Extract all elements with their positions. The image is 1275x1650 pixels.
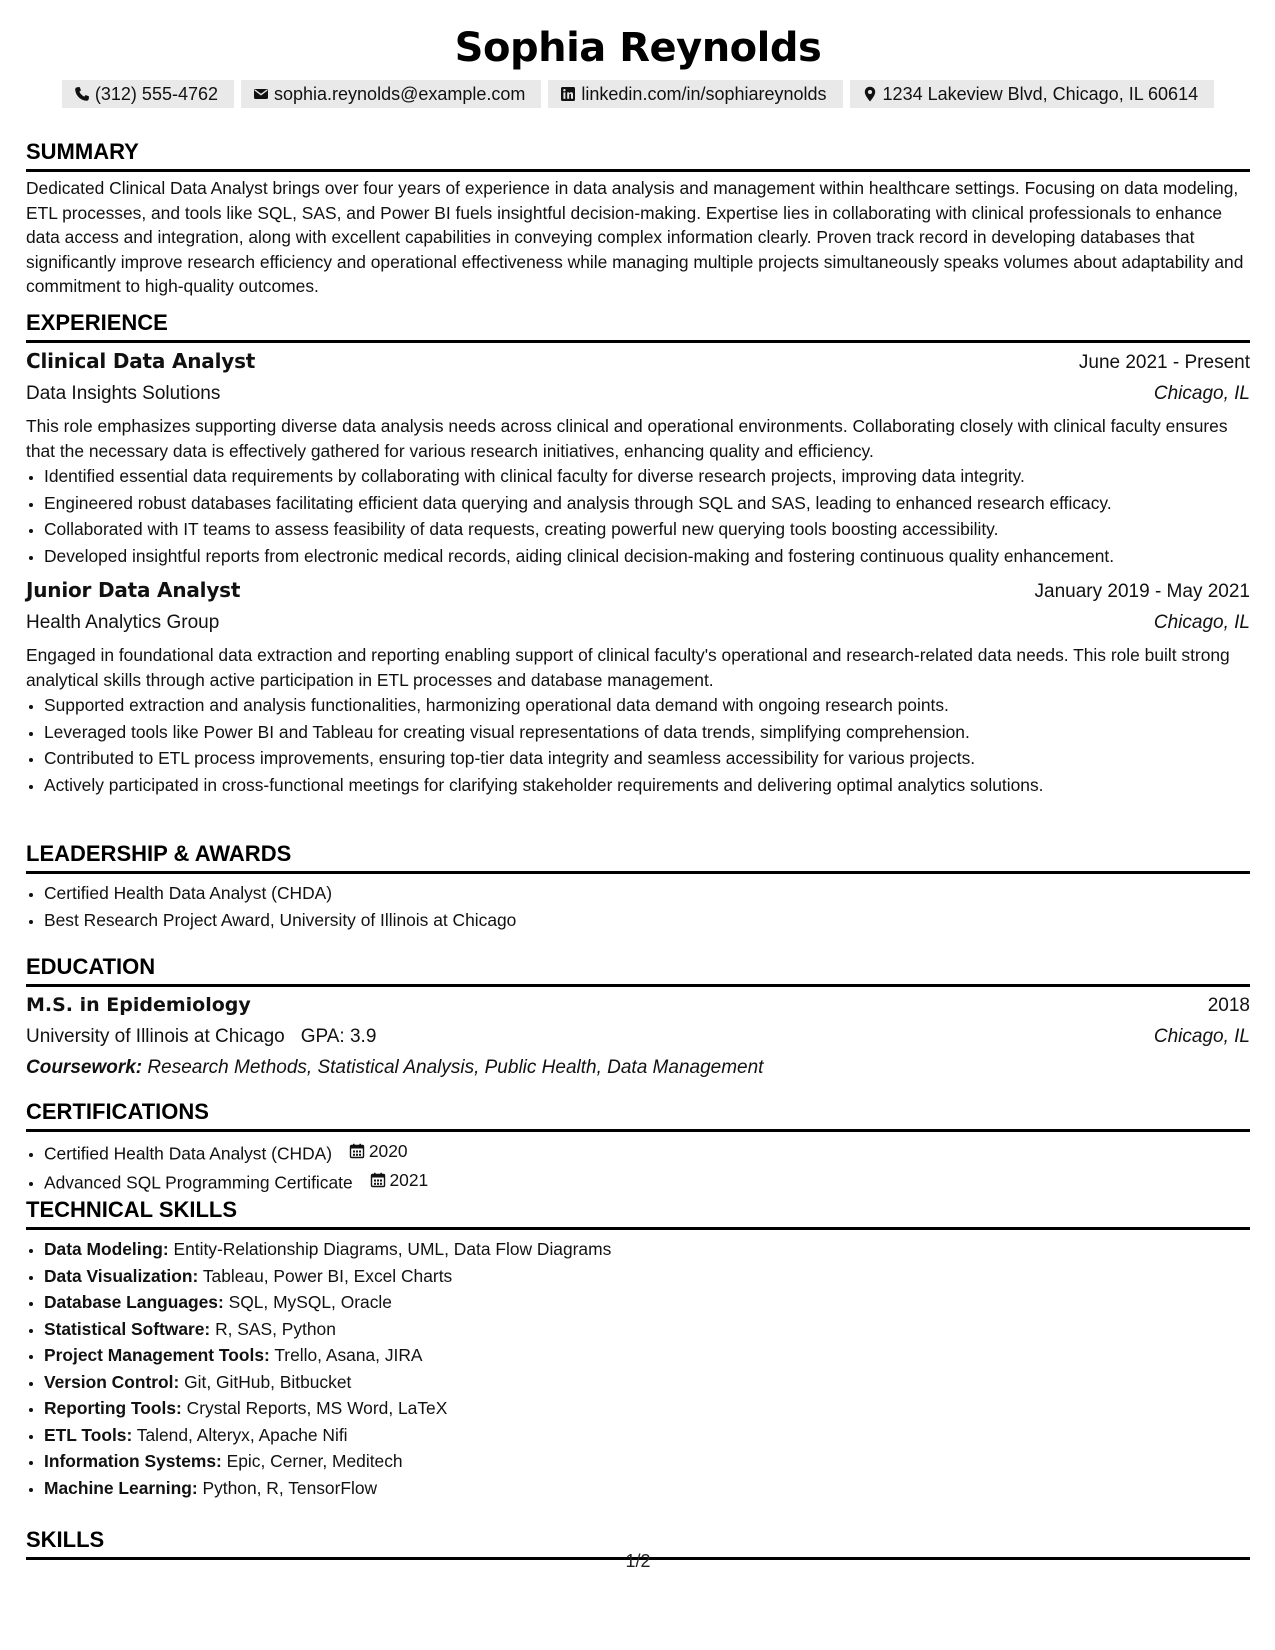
section-title: EXPERIENCE	[26, 310, 168, 335]
job-title: Clinical Data Analyst	[26, 349, 256, 373]
linkedin-text: linkedin.com/in/sophiareynolds	[581, 83, 827, 104]
skill-value: Epic, Cerner, Meditech	[226, 1451, 403, 1471]
list-item: • Certified Health Data Analyst (CHDA)	[44, 880, 1250, 907]
skill-value: Python, R, TensorFlow	[202, 1477, 378, 1498]
list-item	[44, 1448, 1250, 1475]
section-title: CERTIFICATIONS	[26, 1099, 209, 1124]
section-divider	[26, 1227, 1250, 1230]
section-title: TECHNICAL SKILLS	[26, 1197, 238, 1222]
list-item	[44, 1289, 1250, 1316]
job-entry	[26, 575, 1250, 798]
list-item	[44, 1475, 1250, 1502]
section-title: LEADERSHIP & AWARDS	[26, 841, 292, 866]
phone-icon	[74, 86, 90, 102]
coursework-text: Research Methods, Statistical Analysis, Public Health, Data Management	[147, 1057, 764, 1078]
job-entry	[26, 346, 1250, 569]
calendar-icon	[370, 1172, 386, 1188]
list-item: • Contributed to ETL process improvements, ensuring top-tier data integrity and seamless accessibility for various projects.	[44, 745, 1250, 772]
skill-value: Trello, Asana, JIRA	[274, 1345, 423, 1365]
contact-bar	[26, 80, 1250, 108]
section-divider	[26, 871, 1250, 874]
skill-label: Statistical Software:	[44, 1318, 211, 1339]
list-item	[44, 1316, 1250, 1343]
job-bullets	[26, 463, 1250, 569]
address-text: 1234 Lakeview Blvd, Chicago, IL 60614	[882, 83, 1199, 104]
candidate-name: Sophia Reynolds	[454, 25, 822, 71]
certifications-list	[26, 1138, 1250, 1196]
skill-label: ETL Tools:	[44, 1424, 133, 1445]
skill-label: Version Control:	[44, 1371, 180, 1392]
job-title: Junior Data Analyst	[26, 578, 241, 602]
section-title: SUMMARY	[26, 139, 139, 164]
list-item	[44, 1167, 1250, 1196]
skill-value: Talend, Alteryx, Apache Nifi	[136, 1424, 348, 1445]
cert-name: Certified Health Data Analyst (CHDA)	[44, 1143, 333, 1164]
list-item: • Leveraged tools like Power BI and Tableau for creating visual representations of data trends, simplifying comprehension.	[44, 719, 1250, 746]
list-item	[44, 1263, 1250, 1290]
job-location: Chicago, IL	[1153, 383, 1250, 404]
list-item: • Developed insightful reports from electronic medical records, aiding clinical decision-making and fostering continuous quality enhancement.	[44, 543, 1250, 570]
skill-label: Data Visualization:	[44, 1265, 199, 1286]
skill-value: SQL, MySQL, Oracle	[228, 1292, 392, 1312]
job-location: Chicago, IL	[1153, 612, 1250, 633]
section-divider	[26, 169, 1250, 172]
section-title: SKILLS	[26, 1527, 105, 1552]
cert-year: 2021	[389, 1169, 429, 1190]
graduation-year: 2018	[1207, 995, 1250, 1016]
school-location: Chicago, IL	[1153, 1026, 1250, 1047]
phone-text: (312) 555-4762	[94, 83, 218, 104]
skill-value: Crystal Reports, MS Word, LaTeX	[186, 1398, 448, 1418]
experience-section	[26, 309, 1250, 798]
section-divider	[26, 340, 1250, 343]
skill-label: Data Modeling:	[44, 1239, 169, 1259]
skill-label: Project Management Tools:	[44, 1345, 270, 1365]
school-name: University of Illinois at Chicago	[26, 1026, 285, 1047]
list-item	[44, 1369, 1250, 1396]
email-text: sophia.reynolds@example.com	[274, 83, 526, 104]
map-pin-icon	[862, 86, 878, 102]
list-item: • Engineered robust databases facilitating efficient data querying and analysis through SQL and SAS, leading to enhanced research efficacy.	[44, 490, 1250, 517]
list-item: • Actively participated in cross-functional meetings for clarifying stakeholder requirements and delivering optimal analytics solutions.	[44, 772, 1250, 799]
skill-value: Git, GitHub, Bitbucket	[184, 1371, 352, 1392]
degree: M.S. in Epidemiology	[26, 994, 251, 1016]
awards-list	[26, 880, 1250, 933]
skill-value: R, SAS, Python	[215, 1318, 336, 1339]
contact-phone[interactable]	[62, 80, 234, 108]
job-company: Data Insights Solutions	[26, 383, 221, 404]
envelope-icon	[253, 86, 269, 102]
list-item	[44, 1342, 1250, 1369]
gpa: GPA: 3.9	[300, 1026, 377, 1047]
cert-name: Advanced SQL Programming Certificate	[44, 1172, 353, 1192]
skill-label: Database Languages:	[44, 1292, 224, 1312]
job-company: Health Analytics Group	[26, 612, 220, 633]
list-item: • Supported extraction and analysis functionalities, harmonizing operational data demand with ongoing research points.	[44, 692, 1250, 719]
coursework-label: Coursework:	[26, 1057, 143, 1078]
summary-section	[26, 138, 1250, 299]
cert-year: 2020	[368, 1141, 408, 1161]
contact-address	[850, 80, 1215, 108]
job-dates: January 2019 - May 2021	[1034, 581, 1250, 602]
job-bullets	[26, 692, 1250, 798]
calendar-icon	[349, 1143, 365, 1159]
certifications-section	[26, 1098, 1250, 1196]
skill-value: Tableau, Power BI, Excel Charts	[202, 1265, 453, 1286]
technical-skills-list	[26, 1236, 1250, 1501]
skill-value: Entity-Relationship Diagrams, UML, Data Flow Diagrams	[173, 1239, 612, 1259]
page-number: 1/2	[625, 1551, 651, 1571]
leadership-section	[26, 840, 1250, 933]
technical-skills-section	[26, 1196, 1250, 1501]
section-title: EDUCATION	[26, 954, 156, 979]
skill-label: Information Systems:	[44, 1451, 222, 1471]
skill-label: Reporting Tools:	[44, 1398, 182, 1418]
skill-label: Machine Learning:	[44, 1477, 198, 1498]
list-item: • Identified essential data requirements by collaborating with clinical faculty for diverse research projects, improving data integrity.	[44, 463, 1250, 490]
contact-email[interactable]	[241, 80, 541, 108]
job-description: Engaged in foundational data extraction and reporting enabling support of clinical faculty's operational and research-related data needs. This role built strong analytical skills through active participation in ETL processes and database management.	[26, 645, 1230, 690]
section-divider	[26, 1129, 1250, 1132]
coursework	[26, 1053, 1250, 1083]
job-description: This role emphasizes supporting diverse data analysis needs across clinical and operational environments. Collaborating closely with clinical faculty ensures that the necessary data is effectively gathered for various research initiatives, enhancing quality and efficiency.	[26, 416, 1228, 461]
list-item: • Best Research Project Award, University of Illinois at Chicago	[44, 907, 1250, 934]
list-item	[44, 1395, 1250, 1422]
job-dates: June 2021 - Present	[1078, 352, 1250, 373]
list-item	[44, 1138, 1250, 1167]
list-item	[44, 1236, 1250, 1263]
linkedin-icon	[560, 86, 576, 102]
section-divider	[26, 984, 1250, 987]
list-item: • Collaborated with IT teams to assess feasibility of data requests, creating powerful new querying tools boosting accessibility.	[44, 516, 1250, 543]
list-item	[44, 1422, 1250, 1449]
contact-linkedin[interactable]	[548, 80, 842, 108]
summary-text: Dedicated Clinical Data Analyst brings over four years of experience in data analysis and management within healthcare settings. Focusing on data modeling, ETL processes, and tools like SQL, SAS, and Power BI fuels insightful decision-making. Expertise lies in collaborating with clinical professionals to enhance data access and integration, along with excellent capabilities in conveying complex information clearly. Proven track record in developing databases that significantly improve research efficiency and operational effectiveness while managing multiple projects simultaneously speaks volumes about adaptability and commitment to high-quality outcomes.	[26, 178, 1244, 296]
education-section	[26, 953, 1250, 1083]
